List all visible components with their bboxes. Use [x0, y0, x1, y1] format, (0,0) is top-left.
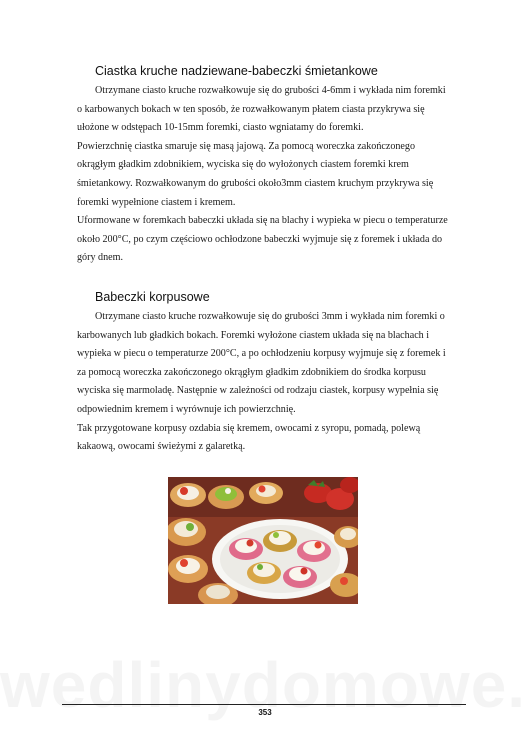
- paragraph-line: góry dnem.: [77, 252, 123, 264]
- paragraph-line: około 200°C, po czym częściowo ochłodzone babeczki wyjmuje się z foremek i układa do: [77, 233, 443, 245]
- section-2-title: Babeczki korpusowe: [95, 290, 210, 304]
- page-number: 353: [258, 708, 272, 717]
- paragraph-line: wyciska się marmoladę. Następnie w zależności od rodzaju ciastek, korpusy wypełnia się: [77, 385, 439, 397]
- paragraph-line: za pomocą woreczka zakończonego okrągłym gładkim zdobnikiem do środka korpusu: [77, 366, 426, 378]
- paragraph-line: Tak przygotowane korpusy ozdabia się kremem, owocami z syropu, pomadą, polewą: [77, 422, 421, 434]
- footer-rule: [62, 704, 466, 705]
- paragraph-line: okrągłym gładkim zdobnikiem, wyciska się do wyłożonych ciastem foremki krem: [77, 159, 409, 171]
- paragraph-line: Otrzymane ciasto kruche rozwałkowuje się do grubości 3mm i wykłada nim foremki o: [95, 311, 445, 322]
- paragraph-line: kakaową, owocami świeżymi z galaretką.: [77, 441, 246, 453]
- section-1-body: [77, 82, 472, 268]
- paragraph-line: ułożone w odstępach 10-15mm foremki, ciasto wgniatamy do foremki.: [77, 122, 364, 134]
- paragraph-line: Otrzymane ciasto kruche rozwałkowuje się do grubości 4-6mm i wykłada nim foremki: [95, 85, 446, 96]
- paragraph-line: wypieka w piecu o temperaturze 200°C, a po ochłodzeniu korpusy wyjmuje się z foremek i: [77, 348, 446, 360]
- section-1-title: Ciastka kruche nadziewane-babeczki śmietankowe: [95, 64, 378, 78]
- section-2-body: [77, 308, 472, 457]
- paragraph-line: śmietankowy. Rozwałkowanym do grubości około3mm ciastem kruchym przykrywa się: [77, 177, 434, 189]
- paragraph-line: karbowanych lub gładkich bokach. Foremki wyłożone ciastem układa się na blachach i: [77, 329, 430, 341]
- paragraph-line: Powierzchnię ciastka smaruje się masą jajową. Za pomocą woreczka zakończonego: [77, 140, 415, 152]
- tartlets-photo: [168, 477, 358, 604]
- paragraph-line: odpowiednim kremem i wyrównuje ich powierzchnię.: [77, 403, 296, 415]
- paragraph-line: o karbowanych bokach w ten sposób, że rozwałkowanym płatem ciasta przykrywa się: [77, 103, 425, 115]
- paragraph-line: foremki wypełnione ciastem i kremem.: [77, 196, 236, 208]
- paragraph-line: Uformowane w foremkach babeczki układa się na blachy i wypieka w piecu o temperaturze: [77, 215, 448, 227]
